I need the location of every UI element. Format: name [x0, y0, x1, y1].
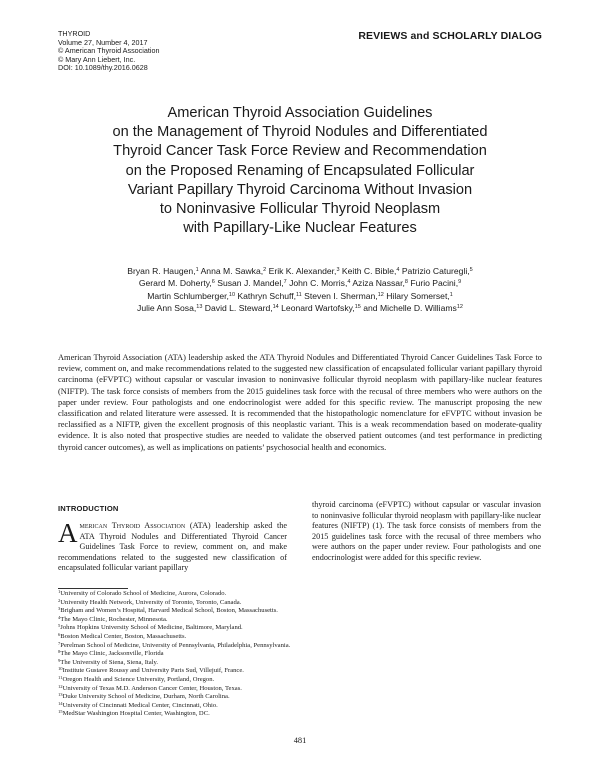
drop-cap: A [58, 518, 78, 548]
affiliations [58, 590, 290, 719]
author-name: David L. Steward, [204, 303, 273, 314]
affiliation-number: 6 [58, 631, 61, 637]
affiliation-item [58, 590, 290, 599]
affiliation-text: The Mayo Clinic, Jacksonville, Florida [60, 650, 164, 658]
author-line [60, 277, 540, 289]
affiliation-number: 8 [58, 649, 61, 655]
author-affiliation-mark: 15 [354, 304, 361, 311]
author-affiliation-mark: 7 [283, 279, 287, 286]
journal-volume: Volume 27, Number 4, 2017 [58, 37, 148, 47]
affiliation-text: Institute Gustave Roussy and University Paris Sud, Villejuif, France. [62, 667, 244, 675]
affiliation-item [58, 607, 290, 616]
affiliation-number: 4 [58, 614, 61, 620]
author-name: Gerard M. Doherty, [138, 278, 212, 289]
affiliation-text: University Health Network, University of Toronto, Toronto, Canada. [60, 598, 242, 606]
author-name: Bryan R. Haugen, [127, 266, 196, 276]
abstract: American Thyroid Association (ATA) leadership asked the ATA Thyroid Nodules and Differentiated Thyroid Cancer Guidelines Task Force to review, comment on, and make recommendations related to the suggested new classification of encapsulated follicular variant papillary thyroid carcinoma (eFVPTC) without capsular or vascular invasion to noninvasive follicular thyroid neoplasm with papillary-like nuclear features (NIFTP). The task force consists of members from the 2015 guidelines task force with the recusal of three members who were authors on the paper under review. Four pathologists and one endocrinologist were added for this specific review. The manuscript proposing the new classification and related literature were assessed. It is recommended that the histopathologic nomenclature for eFVPTC without invasion be reclassified as a NIFTP, given the excellent prognosis of this neoplastic variant. This is a weak recommendation based on moderate-quality evidence. It is also noted that prospective studies are needed to validate the observed patient outcomes (and test performance in predicting thyroid cancer outcomes), as well as implications on patients’ psychosocial health and economics. [58, 353, 542, 452]
affiliation-text: Johns Hopkins University School of Medicine, Baltimore, Maryland. [60, 624, 243, 632]
author-affiliation-mark: 13 [196, 304, 203, 311]
journal-copyright-ata: © American Thyroid Association [58, 46, 160, 56]
author-affiliation-mark: 12 [456, 304, 463, 311]
author-name: Hilary Somerset, [386, 290, 450, 301]
section-label: REVIEWS and SCHOLARLY DIALOG [358, 30, 542, 42]
author-name: Furio Pacini, [410, 278, 459, 289]
author-affiliation-mark: 2 [263, 267, 267, 273]
title-line: to Noninvasive Follicular Thyroid Neoplasm [159, 201, 441, 218]
affiliation-text: MedStar Washington Hospital Center, Washington, DC. [62, 710, 210, 718]
intro-right-column: thyroid carcinoma (eFVPTC) without capsular or vascular invasion to noninvasive follicular thyroid neoplasm with papillary-like nuclear features (NIFTP) (1). The task force consists of members from the 2015 guidelines task force with the recusal of three members who were authors on the paper under review. Four pathologists and one endocrinologist were added for this specific review. [312, 500, 541, 562]
author-affiliation-mark: 12 [377, 291, 384, 298]
intro-smallcaps: merican Thyroid Association [79, 521, 186, 530]
title-line: with Papillary-Like Nuclear Features [183, 220, 417, 237]
author-name: Susan J. Mandel, [217, 278, 284, 289]
footnote-rule [58, 588, 128, 589]
author-affiliation-mark: 9 [458, 279, 462, 286]
journal-name: THYROID [58, 29, 91, 38]
affiliation-number: 10 [58, 666, 63, 672]
affiliation-item [58, 642, 290, 651]
author-affiliation-mark: 14 [272, 304, 279, 311]
affiliation-item [58, 667, 290, 676]
journal-info [58, 30, 159, 73]
author-line [60, 302, 540, 314]
title-line: American Thyroid Association Guidelines [167, 105, 433, 121]
affiliation-item [58, 710, 290, 719]
journal-copyright-publisher: © Mary Ann Liebert, Inc. [58, 54, 136, 64]
author-name: Aziza Nassar, [352, 278, 405, 289]
affiliation-number: 9 [58, 657, 61, 663]
affiliation-item [58, 676, 290, 685]
author-name: Leonard Wartofsky, [281, 303, 355, 314]
affiliation-item [58, 650, 290, 659]
author-name: Martin Schlumberger, [147, 290, 229, 301]
author-name: Erik K. Alexander, [268, 266, 337, 276]
affiliation-text: University of Texas M.D. Anderson Cancer Center, Houston, Texas. [62, 684, 242, 692]
author-name: Julie Ann Sosa, [137, 303, 197, 314]
author-affiliation-mark: 1 [449, 291, 453, 298]
author-name: and Michelle D. Williams [363, 303, 457, 314]
intro-left-text: (ATA) leadership asked the ATA Thyroid Nodules and Differentiated Thyroid Cancer Guidelines Task Force to review, comment on, and make recommendations related to the suggested new classification of encapsulated follicular variant papillary [58, 521, 287, 573]
title-line: on the Proposed Renaming of Encapsulated Follicular [125, 162, 475, 179]
author-affiliation-mark: 6 [211, 279, 215, 286]
affiliation-text: The University of Siena, Siena, Italy. [60, 658, 159, 666]
affiliation-number: 14 [58, 700, 63, 706]
affiliation-item [58, 693, 290, 702]
author-affiliation-mark: 11 [296, 291, 302, 298]
author-affiliation-mark: 4 [396, 267, 400, 273]
page-number: 481 [293, 736, 307, 745]
affiliation-text: Brigham and Women’s Hospital, Harvard Medical School, Boston, Massachusetts. [60, 607, 278, 615]
affiliation-number: 15 [58, 709, 63, 715]
affiliation-text: The Mayo Clinic, Rochester, Minnesota. [60, 615, 168, 623]
author-line [60, 265, 540, 277]
author-name: John C. Morris, [289, 278, 348, 289]
affiliation-text: Perelman School of Medicine, University of Pennsylvania, Philadelphia, Pennsylvania. [60, 641, 291, 649]
affiliation-number: 2 [58, 597, 61, 603]
author-affiliation-mark: 4 [347, 279, 351, 286]
affiliation-number: 13 [58, 692, 63, 698]
intro-left-column [58, 518, 287, 574]
article-title [60, 104, 540, 238]
author-name: Patrizio Caturegli, [401, 266, 470, 276]
title-line: on the Management of Thyroid Nodules and Differentiated [112, 124, 488, 141]
author-line [60, 290, 540, 302]
affiliation-number: 11 [58, 674, 63, 680]
title-line: Thyroid Cancer Task Force Review and Recommendation [113, 143, 487, 160]
introduction-heading: INTRODUCTION [58, 504, 119, 513]
author-affiliation-mark: 5 [469, 267, 473, 273]
author-affiliation-mark: 1 [195, 267, 199, 273]
affiliation-number: 1 [58, 589, 61, 594]
affiliation-text: Duke University School of Medicine, Durham, North Carolina. [62, 693, 230, 701]
affiliation-number: 7 [58, 640, 61, 646]
author-name: Steven I. Sherman, [304, 290, 378, 301]
affiliation-item [58, 624, 290, 633]
author-affiliation-mark: 10 [228, 291, 236, 298]
affiliation-item [58, 599, 290, 608]
affiliation-number: 5 [58, 623, 61, 629]
author-affiliation-mark: 3 [336, 267, 340, 273]
author-list [60, 265, 540, 315]
affiliation-item [58, 685, 290, 694]
author-affiliation-mark: 8 [404, 279, 408, 286]
affiliation-text: University of Colorado School of Medicine, Aurora, Colorado. [60, 590, 227, 597]
title-line: Variant Papillary Thyroid Carcinoma Without Invasion [127, 181, 473, 198]
affiliation-number: 3 [58, 606, 61, 612]
author-name: Anna M. Sawka, [200, 266, 264, 276]
affiliation-number: 12 [58, 683, 63, 689]
affiliation-text: University of Cincinnati Medical Center, Cincinnati, Ohio. [62, 701, 218, 709]
author-name: Kathryn Schuff, [237, 290, 297, 301]
affiliation-item [58, 633, 290, 642]
affiliation-text: Boston Medical Center, Boston, Massachusetts. [60, 632, 187, 640]
affiliation-text: Oregon Health and Science University, Portland, Oregon. [62, 675, 215, 683]
journal-doi: DOI: 10.1089/thy.2016.0628 [58, 63, 148, 73]
author-name: Keith C. Bible, [341, 266, 397, 276]
